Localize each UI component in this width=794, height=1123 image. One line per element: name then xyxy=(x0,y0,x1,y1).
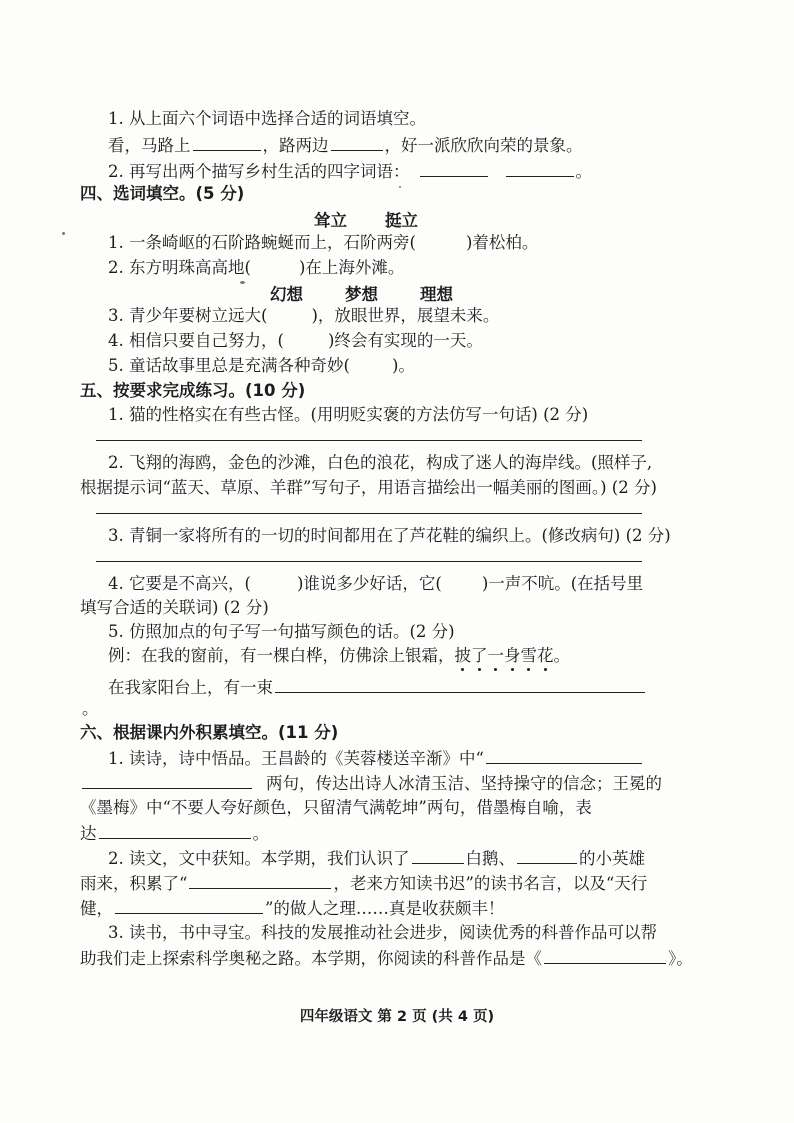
answer-blank[interactable] xyxy=(486,747,642,764)
line-end: 。 xyxy=(82,699,99,718)
question-line: 4. 相信只要自己努力，( )终会有实现的一天。 xyxy=(108,331,483,350)
question-line: 1. 猫的性格实在有些古怪。(用明贬实褒的方法仿写一句话) (2 分) xyxy=(108,405,589,424)
question-line: 2. 再写出两个描写乡村生活的四字词语： 。 xyxy=(108,162,592,181)
answer-line[interactable] xyxy=(96,440,642,441)
answer-blank[interactable] xyxy=(412,847,464,864)
question-line: 雨来，积累了“ ，老来方知读书迟”的读书名言，以及“天行 xyxy=(80,874,648,893)
question-line: 1. 一条崎岖的石阶路蜿蜒而上，石阶两旁( )着松柏。 xyxy=(108,233,539,252)
answer-line[interactable] xyxy=(96,513,642,514)
section-title: 四、选词填空。(5 分) xyxy=(80,184,245,203)
question-line: 填写合适的关联词) (2 分) xyxy=(80,598,269,617)
question-line: 健， ”的做人之理……真是收获颇丰！ xyxy=(80,899,505,918)
example-sentence: 例：在我的窗前，有一棵白桦，仿佛涂上银霜，披了一身雪花。 xyxy=(108,646,570,665)
question-line: 看，马路上 ，路两边 ，好一派欣欣向荣的景象。 xyxy=(108,136,583,155)
section-title: 六、根据课内外积累填空。(11 分) xyxy=(80,723,339,742)
question-line: 在我家阳台上，有一束 xyxy=(108,676,647,699)
scan-speck xyxy=(399,186,401,188)
answer-blank[interactable] xyxy=(331,134,383,151)
question-line: 2. 读文，文中获知。本学期，我们认识了 白鹅、 的小英雄 xyxy=(108,849,645,868)
question-line: 根据提示词“蓝天、草原、羊群”写句子，用语言描绘出一幅美丽的图画。) (2 分) xyxy=(80,478,657,497)
word-choices: 幻想 梦想 理想 xyxy=(270,285,453,304)
answer-blank[interactable] xyxy=(82,772,252,789)
answer-blank[interactable] xyxy=(506,160,574,177)
answer-line[interactable] xyxy=(96,561,642,562)
section-title: 五、按要求完成练习。(10 分) xyxy=(80,381,306,400)
question-line: 3. 读书，书中寻宝。科技的发展推动社会进步，阅读优秀的科普作品可以帮 xyxy=(108,923,657,942)
question-line: 两句，传达出诗人冰清玉洁、坚持操守的信念；王冕的 xyxy=(80,772,662,795)
question-line: 5. 童话故事里总是充满各种奇妙( )。 xyxy=(108,356,415,375)
answer-blank[interactable] xyxy=(420,160,488,177)
answer-blank[interactable] xyxy=(544,947,666,964)
question-line: 达 。 xyxy=(80,824,269,843)
question-line: 2. 飞翔的海鸥，金色的沙滩，白色的浪花，构成了迷人的海岸线。(照样子, xyxy=(108,453,653,472)
question-line: 助我们走上探索科学奥秘之路。本学期，你阅读的科普作品是《 》。 xyxy=(80,949,693,968)
answer-blank[interactable] xyxy=(275,676,645,693)
question-line: 5. 仿照加点的句子写一句描写颜色的话。(2 分) xyxy=(108,622,455,641)
page-footer: 四年级语文 第 2 页 (共 4 页) xyxy=(299,1009,495,1025)
question-line: 3. 青铜一家将所有的一切的时间都用在了芦花鞋的编织上。(修改病句) (2 分) xyxy=(108,526,671,545)
scan-speck xyxy=(240,281,245,284)
scan-speck xyxy=(62,232,65,235)
word-choices: 耸立 挺立 xyxy=(314,211,418,230)
answer-blank[interactable] xyxy=(115,897,263,914)
question-line: 2. 东方明珠高高地( )在上海外滩。 xyxy=(108,258,405,277)
answer-blank[interactable] xyxy=(99,822,251,839)
question-line: 4. 它要是不高兴，( )谁说多少好话，它( )一声不吭。(在括号里 xyxy=(108,574,644,593)
question-line: 3. 青少年要树立远大( )，放眼世界，展望未来。 xyxy=(108,306,500,325)
answer-blank[interactable] xyxy=(193,134,261,151)
question-line: 《墨梅》中“不要人夸好颜色，只留清气满乾坤”两句，借墨梅自喻，表 xyxy=(80,798,592,817)
answer-blank[interactable] xyxy=(517,847,577,864)
question-line: 1. 从上面六个词语中选择合适的词语填空。 xyxy=(108,109,426,128)
answer-blank[interactable] xyxy=(189,872,331,889)
question-line: 1. 读诗，诗中悟品。王昌龄的《芙蓉楼送辛渐》中“ xyxy=(108,747,644,770)
